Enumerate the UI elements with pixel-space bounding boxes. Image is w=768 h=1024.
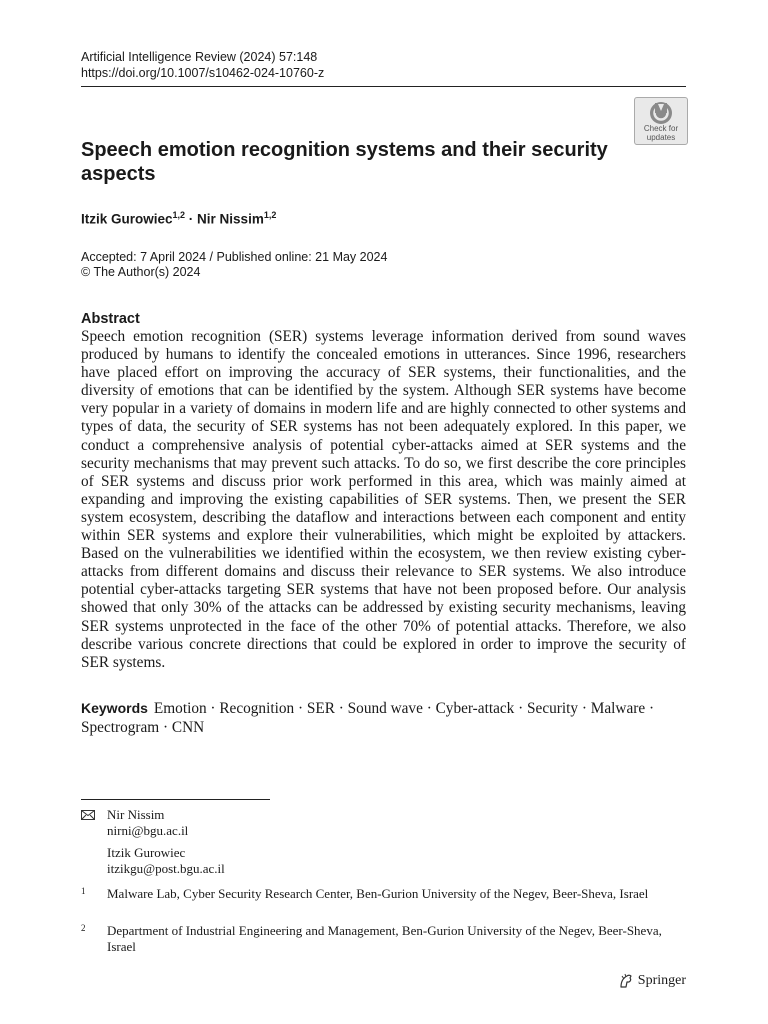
correspondence [81,807,225,877]
journal-citation: Artificial Intelligence Review (2024) 57:148 [81,50,318,64]
publisher-name: Springer [637,973,686,988]
affiliation-text: Malware Lab, Cyber Security Research Center, Ben-Gurion University of the Negev, Beer-Sheva, Israel [107,886,649,901]
copyright-line: © The Author(s) 2024 [81,265,201,279]
author-list [81,206,276,229]
correspondence-entry [107,845,225,877]
springer-horse-icon [618,973,634,989]
affiliation [81,886,686,902]
paper-title: Speech emotion recognition systems and their security aspects [81,139,608,185]
doi-link[interactable]: https://doi.org/10.1007/s10462-024-10760-z [81,66,325,80]
envelope-icon [81,810,95,820]
correspondent-name: Nir Nissim [107,807,165,822]
accepted-published-line: Accepted: 7 April 2024 / Published online: 21 May 2024 [81,250,388,264]
author-name[interactable]: Itzik Gurowiec [81,211,173,227]
affiliation [81,923,686,955]
journal-header [81,49,324,81]
badge-line-2: updates [646,132,676,142]
affiliation-number: 1 [81,886,86,896]
publisher-logo [618,973,686,989]
author-separator: · [185,211,198,227]
footnote-rule [81,799,270,800]
affiliation-number: 2 [81,923,86,933]
keywords [81,699,686,737]
author-affiliation-marker: 1,2 [172,210,186,220]
keywords-list: Emotion · Recognition · SER · Sound wave · Cyber-attack · Security · Malware · Spectrogram · CNN [81,700,655,736]
correspondent-email[interactable]: nirni@bgu.ac.il [107,823,189,838]
correspondent-name: Itzik Gurowiec [107,845,186,860]
correspondence-entry [107,807,225,839]
header-rule [81,86,686,87]
author-name[interactable]: Nir Nissim [197,211,264,227]
publication-dates [81,250,387,280]
affiliation-text: Department of Industrial Engineering and Management, Ben-Gurion University of the Negev, Beer-Sheva, Israel [107,923,662,954]
check-updates-icon [649,101,673,125]
abstract-heading: Abstract [81,311,140,327]
abstract-text: Speech emotion recognition (SER) systems leverage information derived from sound waves produced by humans to identify the concealed emotions in utterances. Since 1996, researchers have placed effort on improving the accuracy of SER systems, their functionalities, and the diversity of emotions that can be identified by the system. Although SER systems have become very popular in a variety of domains in modern life and are highly connected to other systems and types of data, the security of SER systems has not been adequately explored. In this paper, we conduct a comprehensive analysis of potential cyber-attacks aimed at SER systems and the security mechanisms that may prevent such attacks. To do so, we first describe the core principles of SER systems and discuss prior work performed in this area, which was mainly aimed at expanding and improving the existing capabilities of SER systems. Then, we present the SER system ecosystem, describing the dataflow and interactions between each component and entity within SER systems and explore their vulnerabilities, which might be exploited by attackers. Based on the vulnerabilities we identified within the ecosystem, we then review existing cyber-attacks from different domains and discuss their relevance to SER systems. We also introduce potential cyber-attacks targeting SER systems that have not been proposed before. Our analysis showed that only 30% of the attacks can be addressed by existing security mechanisms, leaving SER systems unprotected in the face of the other 70% of potential attacks. Therefore, we also describe various concrete directions that could be explored in order to improve the security of SER systems. [81,328,686,671]
keywords-label: Keywords [81,700,148,716]
author-affiliation-marker: 1,2 [263,210,277,220]
check-for-updates-badge[interactable] [634,97,688,145]
correspondent-email[interactable]: itzikgu@post.bgu.ac.il [107,861,225,876]
badge-line-1: Check for [643,124,679,133]
